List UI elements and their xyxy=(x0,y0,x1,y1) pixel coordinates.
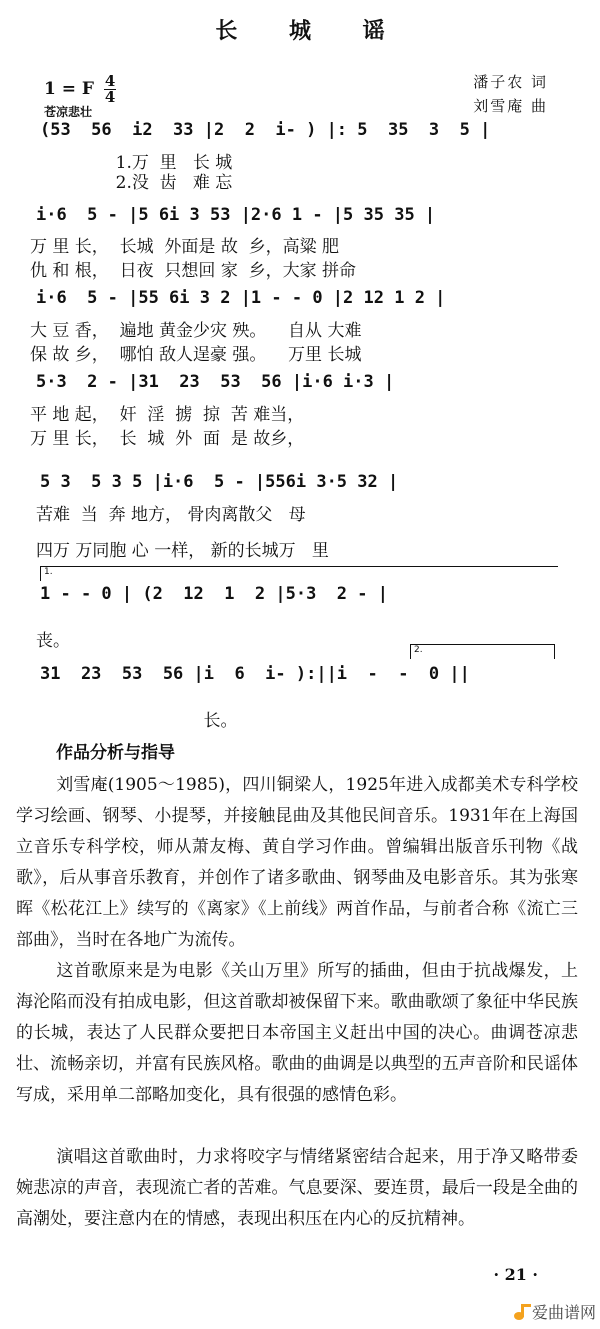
key-signature xyxy=(44,74,116,105)
lyricist: 潘子农 词 xyxy=(473,73,548,91)
notation-row-3: i·6 5 - |55 6i 3 2 |1 - - 0 |2 12 1 2 | xyxy=(36,288,446,308)
page-number: · 21 · xyxy=(493,1265,538,1284)
paragraph-1-text: 刘雪庵(1905～1985)，四川铜梁人，1925年进入成都美术专科学校学习绘画、钢琴、小提琴，并接触昆曲及其他民间音乐。1931年在上海国立音乐专科学校，师从萧友梅、黄自学习作曲。曾编辑出版音乐刊物《战歌》，后从事音乐教育，并创作了诸多歌曲、钢琴曲及电影音乐。其为张寒晖《松花江上》续写的《离家》《上前线》两首作品，与前者合称《流亡三部曲》，当时在各地广为流传。 xyxy=(16,775,578,950)
lyric-row-6: 丧。 xyxy=(36,631,70,651)
lyric-row-5-verse-2: 四万 万同胞 心 一样， 新的长城万 里 xyxy=(36,541,329,561)
watermark-text: 爱曲谱网 xyxy=(531,1303,596,1322)
lyric-row-2-verse-1: 万 里 长， 长城 外面是 故 乡，高粱 肥 xyxy=(30,237,340,257)
lyric-row-1-verse-1: 1.万 里 长 城 xyxy=(40,153,233,173)
lyric-row-4-verse-1: 平 地 起， 奸 淫 掳 掠 苦 难当， xyxy=(30,405,305,425)
volta-2-label: 2. xyxy=(414,645,423,655)
time-signature xyxy=(104,74,116,105)
analysis-paragraph-1 xyxy=(16,770,578,956)
credits xyxy=(473,70,548,118)
paragraph-2-text: 这首歌原来是为电影《关山万里》所写的插曲，但由于抗战爆发，上海沦陷而没有拍成电影，但这首歌却被保留下来。歌曲歌颂了象征中华民族的长城，表达了人民群众要把日本帝国主义赶出中国的决心。曲调苍凉悲壮、流畅亲切，并富有民族风格。歌曲的曲调是以典型的五声音阶和民谣体写成，采用单二部略加变化，具有很强的感情色彩。 xyxy=(16,961,578,1105)
analysis-paragraph-2 xyxy=(16,956,578,1111)
tempo-marking: 苍凉悲壮 xyxy=(44,105,93,119)
volta-1-label: 1. xyxy=(44,567,53,577)
analysis-heading: 作品分析与指导 xyxy=(56,743,175,763)
notation-row-1: (53 56 i2 33 |2 2 i- ) |: 5 35 3 5 | xyxy=(40,120,491,140)
lyric-row-3-verse-1: 大 豆 香， 遍地 黄金少灾 殃。 自从 大难 xyxy=(30,321,362,341)
lyric-row-2-verse-2: 仇 和 根， 日夜 只想回 家 乡，大家 拼命 xyxy=(30,261,357,281)
volta-bracket-2 xyxy=(410,644,555,659)
lyric-row-4-verse-2: 万 里 长， 长 城 外 面 是 故乡， xyxy=(30,429,305,449)
time-numerator: 4 xyxy=(104,72,116,90)
paragraph-3-text: 演唱这首歌曲时，力求将咬字与情绪紧密结合起来，用于净又略带委婉悲凉的声音，表现流亡者的苦难。气息要深、要连贯，最后一段是全曲的高潮处，要注意内在的情感，表现出积压在内心的反抗精神。 xyxy=(16,1147,578,1229)
lyric-row-5-verse-1: 苦难 当 奔 地方， 骨肉离散父 母 xyxy=(36,505,306,525)
lyric-row-3-verse-2: 保 故 乡， 哪怕 敌人逞豪 强。 万里 长城 xyxy=(30,345,362,365)
key-label: 1 = F xyxy=(44,79,94,99)
site-watermark xyxy=(514,1300,596,1323)
notation-row-6: 1 - - 0 | (2 12 1 2 |5·3 2 - | xyxy=(40,584,388,604)
composer: 刘雪庵 曲 xyxy=(473,97,548,115)
time-denominator: 4 xyxy=(104,88,116,106)
notation-row-5: 5 3 5 3 5 |i·6 5 - |556i 3·5 32 | xyxy=(40,472,399,492)
lyric-row-1-verse-2: 2.没 齿 难 忘 xyxy=(40,173,233,193)
analysis-paragraph-3 xyxy=(16,1142,578,1235)
notation-row-7: 31 23 53 56 |i 6 i- ):||i - - 0 || xyxy=(40,664,470,684)
notation-row-4: 5·3 2 - |31 23 53 56 |i·6 i·3 | xyxy=(36,372,395,392)
notation-row-2: i·6 5 - |5 6i 3 53 |2·6 1 - |5 35 35 | xyxy=(36,205,436,225)
volta-bracket-1 xyxy=(40,566,558,581)
lyric-row-7: 长。 xyxy=(36,711,238,731)
music-note-icon xyxy=(514,1304,528,1320)
song-title: 长 城 谣 xyxy=(215,19,407,44)
